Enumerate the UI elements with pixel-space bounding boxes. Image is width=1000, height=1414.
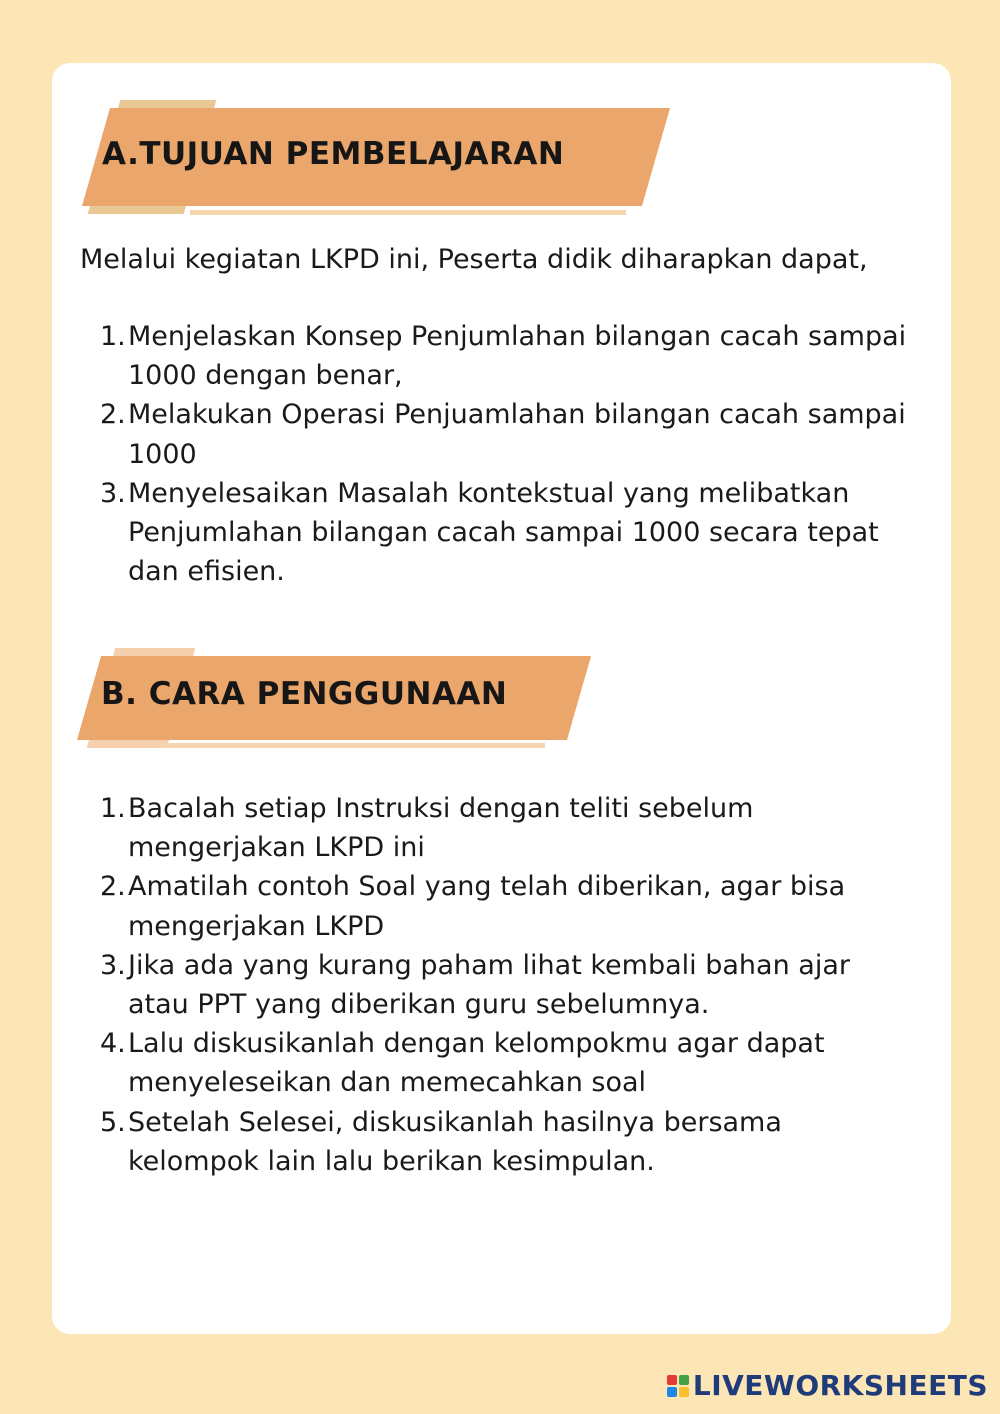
- list-item-number: 5.: [100, 1106, 126, 1138]
- list-item-number: 3.: [100, 949, 126, 981]
- banner-underline: [190, 210, 626, 215]
- list-item-text: Menjelaskan Konsep Penjumlahan bilangan cacah sampai 1000 dengan benar,: [128, 321, 907, 392]
- list-item: [100, 1024, 910, 1102]
- list-item-text: Amatilah contoh Soal yang telah diberikan, agar bisa mengerjakan LKPD: [128, 871, 846, 942]
- list-item: [100, 474, 910, 592]
- list-item-number: 2.: [100, 399, 126, 431]
- list-item-text: Menyelesaikan Masalah kontekstual yang melibatkan Penjumlahan bilangan cacah sampai 1000 secara tepat dan efisien.: [128, 477, 879, 588]
- list-item-text: Lalu diskusikanlah dengan kelompokmu agar dapat menyeleseikan dan memecahkan soal: [128, 1028, 825, 1099]
- list-item: [100, 789, 910, 867]
- list-item-text: Melakukan Operasi Penjuamlahan bilangan cacah sampai 1000: [128, 399, 906, 470]
- logo-square-blue: [667, 1387, 677, 1397]
- section-a-list: [100, 317, 910, 591]
- logo-square-green: [679, 1375, 689, 1385]
- list-item-number: 1.: [100, 321, 126, 352]
- brand-text: LIVEWORKSHEETS: [692, 1369, 988, 1402]
- list-item-number: 3.: [100, 477, 126, 509]
- list-item-number: 2.: [100, 871, 126, 903]
- list-item-number: 1.: [100, 793, 126, 824]
- section-b-banner: [75, 648, 595, 748]
- list-item: [100, 395, 910, 473]
- list-item-text: Bacalah setiap Instruksi dengan teliti sebelum mengerjakan LKPD ini: [128, 793, 754, 864]
- section-a-intro: Melalui kegiatan LKPD ini, Peserta didik diharapkan dapat,: [80, 244, 868, 275]
- logo-square-yellow: [679, 1387, 689, 1397]
- list-item: [100, 1103, 910, 1181]
- list-item-text: Setelah Selesei, diskusikanlah hasilnya bersama kelompok lain lalu berikan kesimpulan.: [128, 1106, 782, 1177]
- section-a-banner: [80, 100, 680, 220]
- list-item-number: 4.: [100, 1028, 126, 1060]
- section-b-list: [100, 789, 910, 1181]
- list-item: [100, 946, 910, 1024]
- section-a-title: A.TUJUAN PEMBELAJARAN: [102, 136, 565, 172]
- list-item: [100, 317, 910, 395]
- logo-square-red: [667, 1375, 677, 1385]
- list-item-text: Jika ada yang kurang paham lihat kembali bahan ajar atau PPT yang diberikan guru sebelumnya.: [128, 949, 850, 1021]
- liveworksheets-logo-icon: [667, 1375, 689, 1397]
- list-item: [100, 867, 910, 945]
- liveworksheets-branding[interactable]: [667, 1369, 988, 1402]
- section-b-title: B. CARA PENGGUNAAN: [101, 676, 508, 712]
- banner-underline: [159, 743, 545, 748]
